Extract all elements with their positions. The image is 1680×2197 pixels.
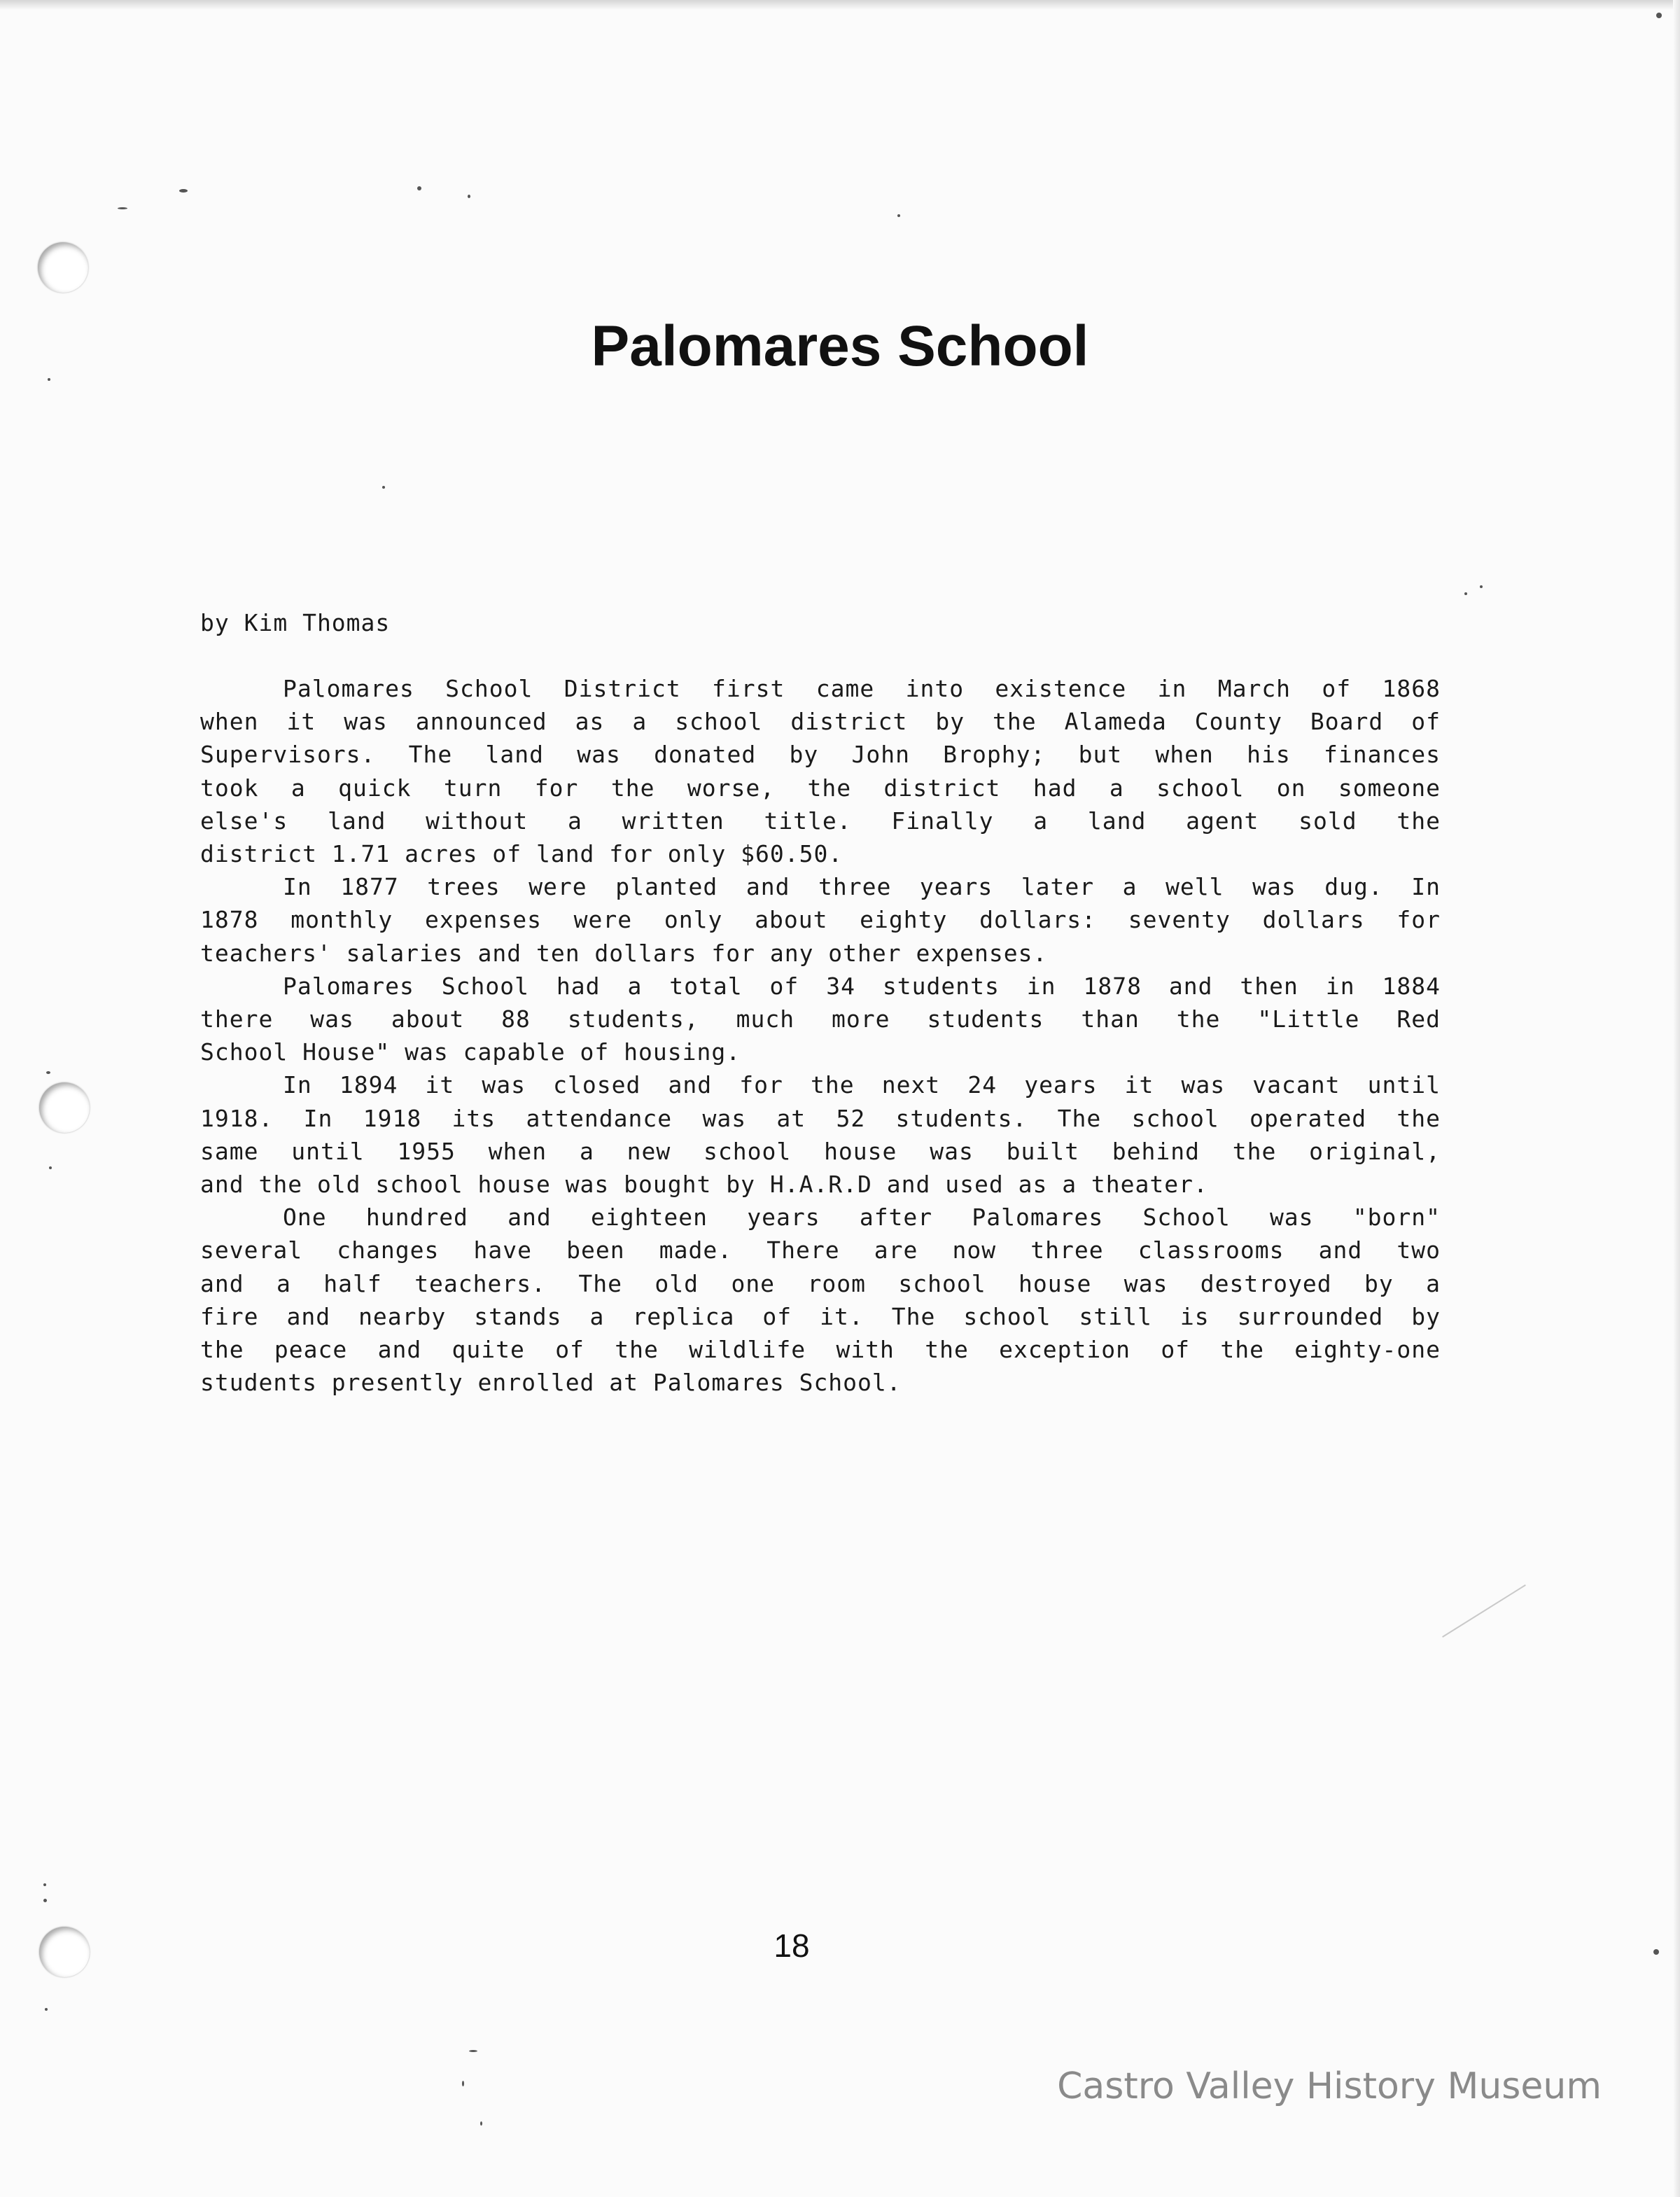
dust-speck xyxy=(417,186,421,190)
body-line: district 1.71 acres of land for only $60.50. xyxy=(200,840,844,868)
body-line: Supervisors. The land was donated by John Brophy; but when his finances xyxy=(200,741,1441,769)
dust-speck xyxy=(462,2081,464,2086)
body-line: fire and nearby stands a replica of it. The school still is surrounded by xyxy=(200,1302,1441,1330)
body-line: teachers' salaries and ten dollars for any other expenses. xyxy=(200,939,1048,967)
body-line: the peace and quite of the wildlife with the exception of the eighty-one xyxy=(200,1336,1441,1364)
body-line: Palomares School had a total of 34 students in 1878 and then in 1884 xyxy=(283,972,1441,1000)
dust-speck xyxy=(1464,592,1467,595)
dust-speck xyxy=(179,189,188,193)
dust-speck xyxy=(1653,1949,1659,1955)
body-line: same until 1955 when a new school house was built behind the original, xyxy=(200,1137,1441,1165)
punch-hole-top xyxy=(38,242,88,293)
dust-speck xyxy=(46,1071,50,1074)
dust-speck xyxy=(468,195,470,198)
page-title: Palomares School xyxy=(591,314,1089,378)
dust-speck xyxy=(45,2008,48,2011)
body-line: In 1877 trees were planted and three years later a well was dug. In xyxy=(283,873,1441,901)
punch-hole-middle xyxy=(39,1082,90,1133)
body-line: students presently enrolled at Palomares School. xyxy=(200,1369,902,1397)
dust-speck xyxy=(897,214,900,217)
body-line: else's land without a written title. Finally a land agent sold the xyxy=(200,807,1441,835)
body-line: and a half teachers. The old one room school house was destroyed by a xyxy=(200,1269,1441,1297)
body-line: took a quick turn for the worse, the district had a school on someone xyxy=(200,774,1441,802)
dust-speck xyxy=(480,2121,482,2126)
body-line: School House" was capable of housing. xyxy=(200,1038,741,1066)
body-line: several changes have been made. There are now three classrooms and two xyxy=(200,1236,1441,1264)
museum-watermark: Castro Valley History Museum xyxy=(1057,2065,1602,2107)
page-top-edge xyxy=(0,0,1680,10)
body-line: 1918. In 1918 its attendance was at 52 students. The school operated the xyxy=(200,1104,1441,1132)
dust-speck xyxy=(382,486,385,489)
body-line: In 1894 it was closed and for the next 24 years it was vacant until xyxy=(283,1071,1441,1099)
article-body xyxy=(200,672,1441,1399)
dust-speck xyxy=(1480,585,1483,588)
dust-speck xyxy=(43,1899,47,1902)
dust-speck xyxy=(118,207,127,209)
dust-speck xyxy=(49,1166,52,1169)
dust-speck xyxy=(469,2050,477,2052)
page-number: 18 xyxy=(774,1927,810,1964)
paper-scratch xyxy=(1442,1584,1526,1638)
body-line: Palomares School District first came into existence in March of 1868 xyxy=(283,675,1441,702)
author-byline: by Kim Thomas xyxy=(200,609,391,636)
body-line: and the old school house was bought by H.A.R.D and used as a theater. xyxy=(200,1171,1208,1199)
body-line: One hundred and eighteen years after Palomares School was "born" xyxy=(283,1204,1441,1232)
body-line: there was about 88 students, much more students than the "Little Red xyxy=(200,1005,1441,1033)
body-line: 1878 monthly expenses were only about eighty dollars: seventy dollars for xyxy=(200,906,1441,934)
dust-speck xyxy=(43,1883,46,1886)
body-line: when it was announced as a school district by the Alameda County Board of xyxy=(200,708,1441,736)
dust-speck xyxy=(1656,13,1662,18)
